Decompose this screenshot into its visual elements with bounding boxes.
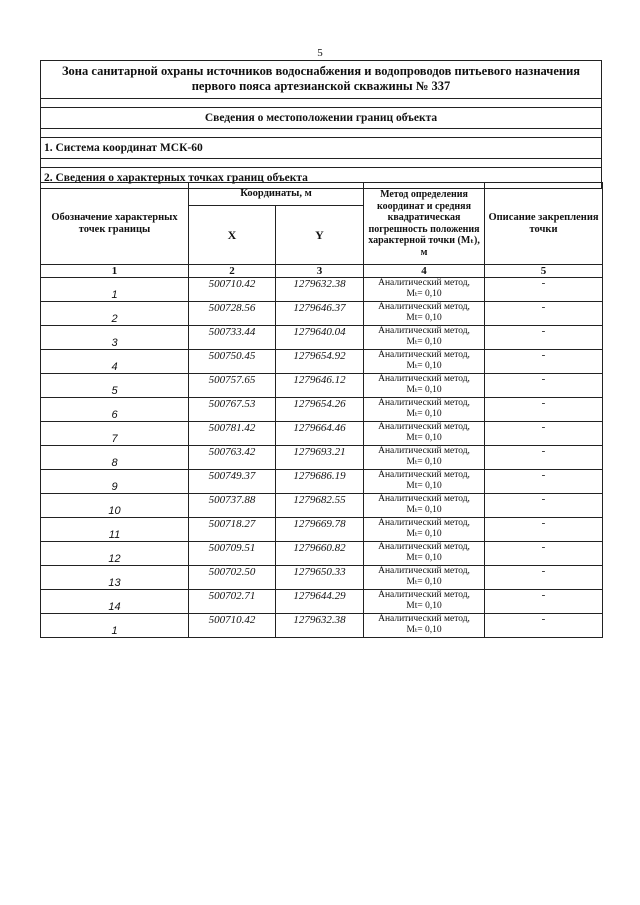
method-error: Mₜ= 0,10 bbox=[406, 385, 442, 395]
fixation-description: - bbox=[485, 278, 603, 302]
fixation-description: - bbox=[485, 326, 603, 350]
method-error: Mt= 0,10 bbox=[406, 313, 442, 323]
spacer-row bbox=[41, 159, 601, 168]
column-number: 5 bbox=[485, 265, 603, 278]
point-label: 4 bbox=[41, 350, 189, 374]
method-error: Mₜ= 0,10 bbox=[406, 289, 442, 299]
method-error: Mₜ= 0,10 bbox=[406, 577, 442, 587]
column-numbers-row bbox=[41, 265, 603, 278]
y-coordinate: 1279654.92 bbox=[276, 350, 364, 374]
fixation-description: - bbox=[485, 302, 603, 326]
y-coordinate: 1279693.21 bbox=[276, 446, 364, 470]
points-heading: 2. Сведения о характерных точках границ объекта bbox=[41, 168, 601, 189]
header-coordinates: Координаты, м bbox=[189, 183, 364, 206]
table-row bbox=[41, 302, 603, 326]
method-cell bbox=[364, 374, 485, 398]
method-text: Аналитический метод, bbox=[378, 494, 470, 504]
fixation-description: - bbox=[485, 542, 603, 566]
method-error: Mₜ= 0,10 bbox=[406, 457, 442, 467]
table-row bbox=[41, 350, 603, 374]
point-label: 11 bbox=[41, 518, 189, 542]
method-cell bbox=[364, 302, 485, 326]
fixation-description: - bbox=[485, 350, 603, 374]
column-number: 2 bbox=[189, 265, 276, 278]
method-error: Mt= 0,10 bbox=[406, 553, 442, 563]
point-label: 2 bbox=[41, 302, 189, 326]
method-cell bbox=[364, 446, 485, 470]
x-coordinate: 500728.56 bbox=[189, 302, 276, 326]
y-coordinate: 1279660.82 bbox=[276, 542, 364, 566]
point-label: 5 bbox=[41, 374, 189, 398]
method-text: Аналитический метод, bbox=[378, 398, 470, 408]
point-label: 3 bbox=[41, 326, 189, 350]
table-row bbox=[41, 470, 603, 494]
method-text: Аналитический метод, bbox=[378, 614, 470, 624]
point-label: 12 bbox=[41, 542, 189, 566]
point-label: 10 bbox=[41, 494, 189, 518]
method-error: Mₜ= 0,10 bbox=[406, 625, 442, 635]
x-coordinate: 500710.42 bbox=[189, 278, 276, 302]
coordinate-system: 1. Система координат МСК-60 bbox=[41, 138, 601, 159]
point-label: 14 bbox=[41, 590, 189, 614]
method-text: Аналитический метод, bbox=[378, 470, 470, 480]
method-error: Mₜ= 0,10 bbox=[406, 337, 442, 347]
table-row bbox=[41, 422, 603, 446]
fixation-description: - bbox=[485, 590, 603, 614]
fixation-description: - bbox=[485, 374, 603, 398]
column-number: 1 bbox=[41, 265, 189, 278]
y-coordinate: 1279632.38 bbox=[276, 278, 364, 302]
method-error: Mt= 0,10 bbox=[406, 481, 442, 491]
table-row bbox=[41, 614, 603, 638]
y-coordinate: 1279650.33 bbox=[276, 566, 364, 590]
header-method: Метод определения координат и средняя квадратическая погрешность положения характерной точки (Mₜ), м bbox=[364, 183, 485, 265]
spacer-row bbox=[41, 129, 601, 138]
method-error: Mₜ= 0,10 bbox=[406, 409, 442, 419]
method-error: Mt= 0,10 bbox=[406, 601, 442, 611]
y-coordinate: 1279640.04 bbox=[276, 326, 364, 350]
method-error: Mₜ= 0,10 bbox=[406, 529, 442, 539]
method-text: Аналитический метод, bbox=[378, 590, 470, 600]
header-description: Описание закрепления точки bbox=[485, 183, 603, 265]
method-cell bbox=[364, 494, 485, 518]
y-coordinate: 1279669.78 bbox=[276, 518, 364, 542]
method-cell bbox=[364, 326, 485, 350]
x-coordinate: 500750.45 bbox=[189, 350, 276, 374]
x-coordinate: 500733.44 bbox=[189, 326, 276, 350]
method-cell bbox=[364, 542, 485, 566]
method-cell bbox=[364, 422, 485, 446]
method-text: Аналитический метод, bbox=[378, 542, 470, 552]
y-coordinate: 1279686.19 bbox=[276, 470, 364, 494]
fixation-description: - bbox=[485, 494, 603, 518]
method-error: Mₜ= 0,10 bbox=[406, 361, 442, 371]
x-coordinate: 500702.71 bbox=[189, 590, 276, 614]
point-label: 6 bbox=[41, 398, 189, 422]
fixation-description: - bbox=[485, 446, 603, 470]
y-coordinate: 1279646.37 bbox=[276, 302, 364, 326]
method-text: Аналитический метод, bbox=[378, 302, 470, 312]
method-cell bbox=[364, 518, 485, 542]
method-text: Аналитический метод, bbox=[378, 518, 470, 528]
x-coordinate: 500710.42 bbox=[189, 614, 276, 638]
y-coordinate: 1279632.38 bbox=[276, 614, 364, 638]
fixation-description: - bbox=[485, 470, 603, 494]
point-label: 7 bbox=[41, 422, 189, 446]
table-row bbox=[41, 326, 603, 350]
table-row bbox=[41, 518, 603, 542]
method-cell bbox=[364, 470, 485, 494]
method-text: Аналитический метод, bbox=[378, 350, 470, 360]
method-cell bbox=[364, 566, 485, 590]
document-sheet bbox=[40, 60, 602, 189]
point-label: 13 bbox=[41, 566, 189, 590]
method-text: Аналитический метод, bbox=[378, 446, 470, 456]
header-point-designation: Обозначение характерных точек границы bbox=[41, 183, 189, 265]
x-coordinate: 500709.51 bbox=[189, 542, 276, 566]
column-number: 3 bbox=[276, 265, 364, 278]
fixation-description: - bbox=[485, 614, 603, 638]
fixation-description: - bbox=[485, 422, 603, 446]
method-text: Аналитический метод, bbox=[378, 278, 470, 288]
y-coordinate: 1279644.29 bbox=[276, 590, 364, 614]
point-label: 1 bbox=[41, 614, 189, 638]
page-number: 5 bbox=[317, 47, 323, 59]
x-coordinate: 500757.65 bbox=[189, 374, 276, 398]
coordinates-table bbox=[40, 182, 603, 638]
x-coordinate: 500767.53 bbox=[189, 398, 276, 422]
x-coordinate: 500702.50 bbox=[189, 566, 276, 590]
method-cell bbox=[364, 590, 485, 614]
fixation-description: - bbox=[485, 518, 603, 542]
y-coordinate: 1279682.55 bbox=[276, 494, 364, 518]
method-error: Mt= 0,10 bbox=[406, 433, 442, 443]
x-coordinate: 500763.42 bbox=[189, 446, 276, 470]
point-label: 9 bbox=[41, 470, 189, 494]
method-cell bbox=[364, 278, 485, 302]
y-coordinate: 1279646.12 bbox=[276, 374, 364, 398]
column-number: 4 bbox=[364, 265, 485, 278]
x-coordinate: 500718.27 bbox=[189, 518, 276, 542]
table-row bbox=[41, 542, 603, 566]
y-coordinate: 1279664.46 bbox=[276, 422, 364, 446]
table-row bbox=[41, 374, 603, 398]
fixation-description: - bbox=[485, 398, 603, 422]
table-row bbox=[41, 494, 603, 518]
method-text: Аналитический метод, bbox=[378, 422, 470, 432]
method-cell bbox=[364, 350, 485, 374]
y-coordinate: 1279654.26 bbox=[276, 398, 364, 422]
fixation-description: - bbox=[485, 566, 603, 590]
method-text: Аналитический метод, bbox=[378, 566, 470, 576]
table-row bbox=[41, 398, 603, 422]
x-coordinate: 500749.37 bbox=[189, 470, 276, 494]
table-row bbox=[41, 566, 603, 590]
method-text: Аналитический метод, bbox=[378, 326, 470, 336]
table-row bbox=[41, 590, 603, 614]
header-x: X bbox=[189, 206, 276, 265]
method-cell bbox=[364, 614, 485, 638]
method-cell bbox=[364, 398, 485, 422]
document-title: Зона санитарной охраны источников водоснабжения и водопроводов питьевого назначения первого пояса артезианской скважины № 337 bbox=[41, 61, 601, 99]
method-text: Аналитический метод, bbox=[378, 374, 470, 384]
x-coordinate: 500737.88 bbox=[189, 494, 276, 518]
point-label: 8 bbox=[41, 446, 189, 470]
header-y: Y bbox=[276, 206, 364, 265]
x-coordinate: 500781.42 bbox=[189, 422, 276, 446]
method-error: Mₜ= 0,10 bbox=[406, 505, 442, 515]
table-row bbox=[41, 446, 603, 470]
table-row bbox=[41, 278, 603, 302]
section-title: Сведения о местоположении границ объекта bbox=[41, 107, 601, 129]
point-label: 1 bbox=[41, 278, 189, 302]
